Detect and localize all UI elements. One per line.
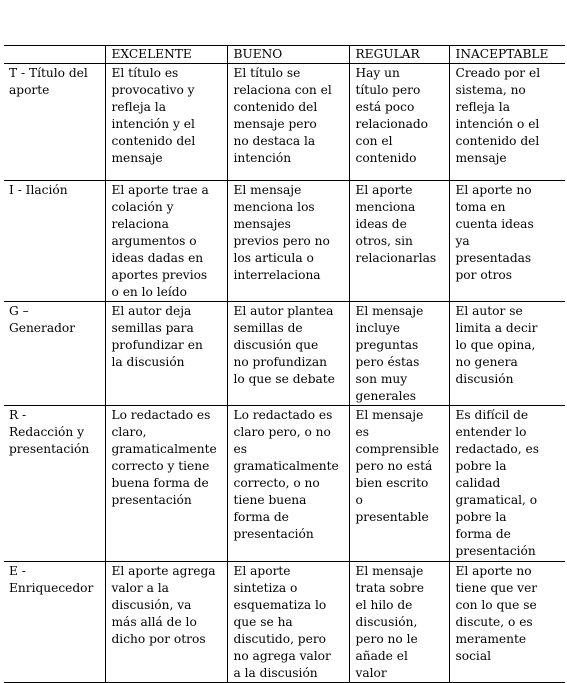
table-row bbox=[4, 181, 565, 302]
header-inaceptable: INACEPTABLE bbox=[449, 46, 565, 64]
bueno-cell: El título se relaciona con el contenido del mensaje pero no destaca la intención bbox=[227, 64, 349, 181]
criterion-cell: G – Generador bbox=[9, 304, 76, 335]
inaceptable-cell: Creado por el sistema, no refleja la intención o el contenido del mensaje bbox=[449, 64, 565, 181]
header-bueno: BUENO bbox=[227, 46, 349, 64]
table-row bbox=[4, 302, 565, 406]
table-row bbox=[4, 64, 565, 181]
header-regular: REGULAR bbox=[349, 46, 449, 64]
regular-cell: El mensaje incluye preguntas pero éstas son muy generales bbox=[349, 302, 449, 406]
table-row bbox=[4, 562, 565, 683]
inaceptable-cell: El autor se limita a decir lo que opina, no genera discusión bbox=[449, 302, 565, 406]
excelente-cell: El autor deja semillas para profundizar en la discusión bbox=[105, 302, 227, 406]
criterion-cell: T - Título del aporte bbox=[9, 66, 88, 97]
excelente-cell: El aporte agrega valor a la discusión, va más allá de lo dicho por otros bbox=[105, 562, 227, 683]
excelente-cell: El aporte trae a colación y relaciona argumentos o ideas dadas en aportes previos o en lo leído bbox=[105, 181, 227, 302]
rubric-table bbox=[4, 45, 565, 683]
excelente-cell: Lo redactado es claro, gramaticalmente correcto y tiene buena forma de presentación bbox=[105, 406, 227, 562]
inaceptable-cell: Es difícil de entender lo redactado, es pobre la calidad gramatical, o pobre la forma de presentación bbox=[449, 406, 565, 562]
bueno-cell: El aporte sintetiza o esquematiza lo que se ha discutido, pero no agrega valor a la discusión bbox=[227, 562, 349, 683]
regular-cell: El mensaje es comprensible pero no está bien escrito o presentable bbox=[349, 406, 449, 562]
regular-cell: El aporte menciona ideas de otros, sin relacionarlas bbox=[349, 181, 449, 302]
criterion-cell: I - Ilación bbox=[9, 183, 68, 197]
inaceptable-cell: El aporte no toma en cuenta ideas ya presentadas por otros bbox=[449, 181, 565, 302]
rubric-header bbox=[4, 46, 565, 64]
header-excelente: EXCELENTE bbox=[105, 46, 227, 64]
criterion-cell: R - Redacción y presentación bbox=[9, 408, 90, 456]
header-row bbox=[4, 46, 565, 64]
bueno-cell: El autor plantea semillas de discusión que no profundizan lo que se debate bbox=[227, 302, 349, 406]
inaceptable-cell: El aporte no tiene que ver con lo que se discute, o es meramente social bbox=[449, 562, 565, 683]
table-row bbox=[4, 406, 565, 562]
bueno-cell: El mensaje menciona los mensajes previos pero no los articula o interrelaciona bbox=[227, 181, 349, 302]
criterion-cell: E - Enriquecedor bbox=[9, 564, 94, 595]
header-criterion bbox=[4, 46, 105, 64]
rubric-body bbox=[4, 64, 565, 683]
regular-cell: Hay un título pero está poco relacionado con el contenido bbox=[349, 64, 449, 181]
excelente-cell: El título es provocativo y refleja la intención y el contenido del mensaje bbox=[105, 64, 227, 181]
regular-cell: El mensaje trata sobre el hilo de discusión, pero no le añade el valor bbox=[349, 562, 449, 683]
bueno-cell: Lo redactado es claro pero, o no es gramaticalmente correcto, o no tiene buena forma de presentación bbox=[227, 406, 349, 562]
